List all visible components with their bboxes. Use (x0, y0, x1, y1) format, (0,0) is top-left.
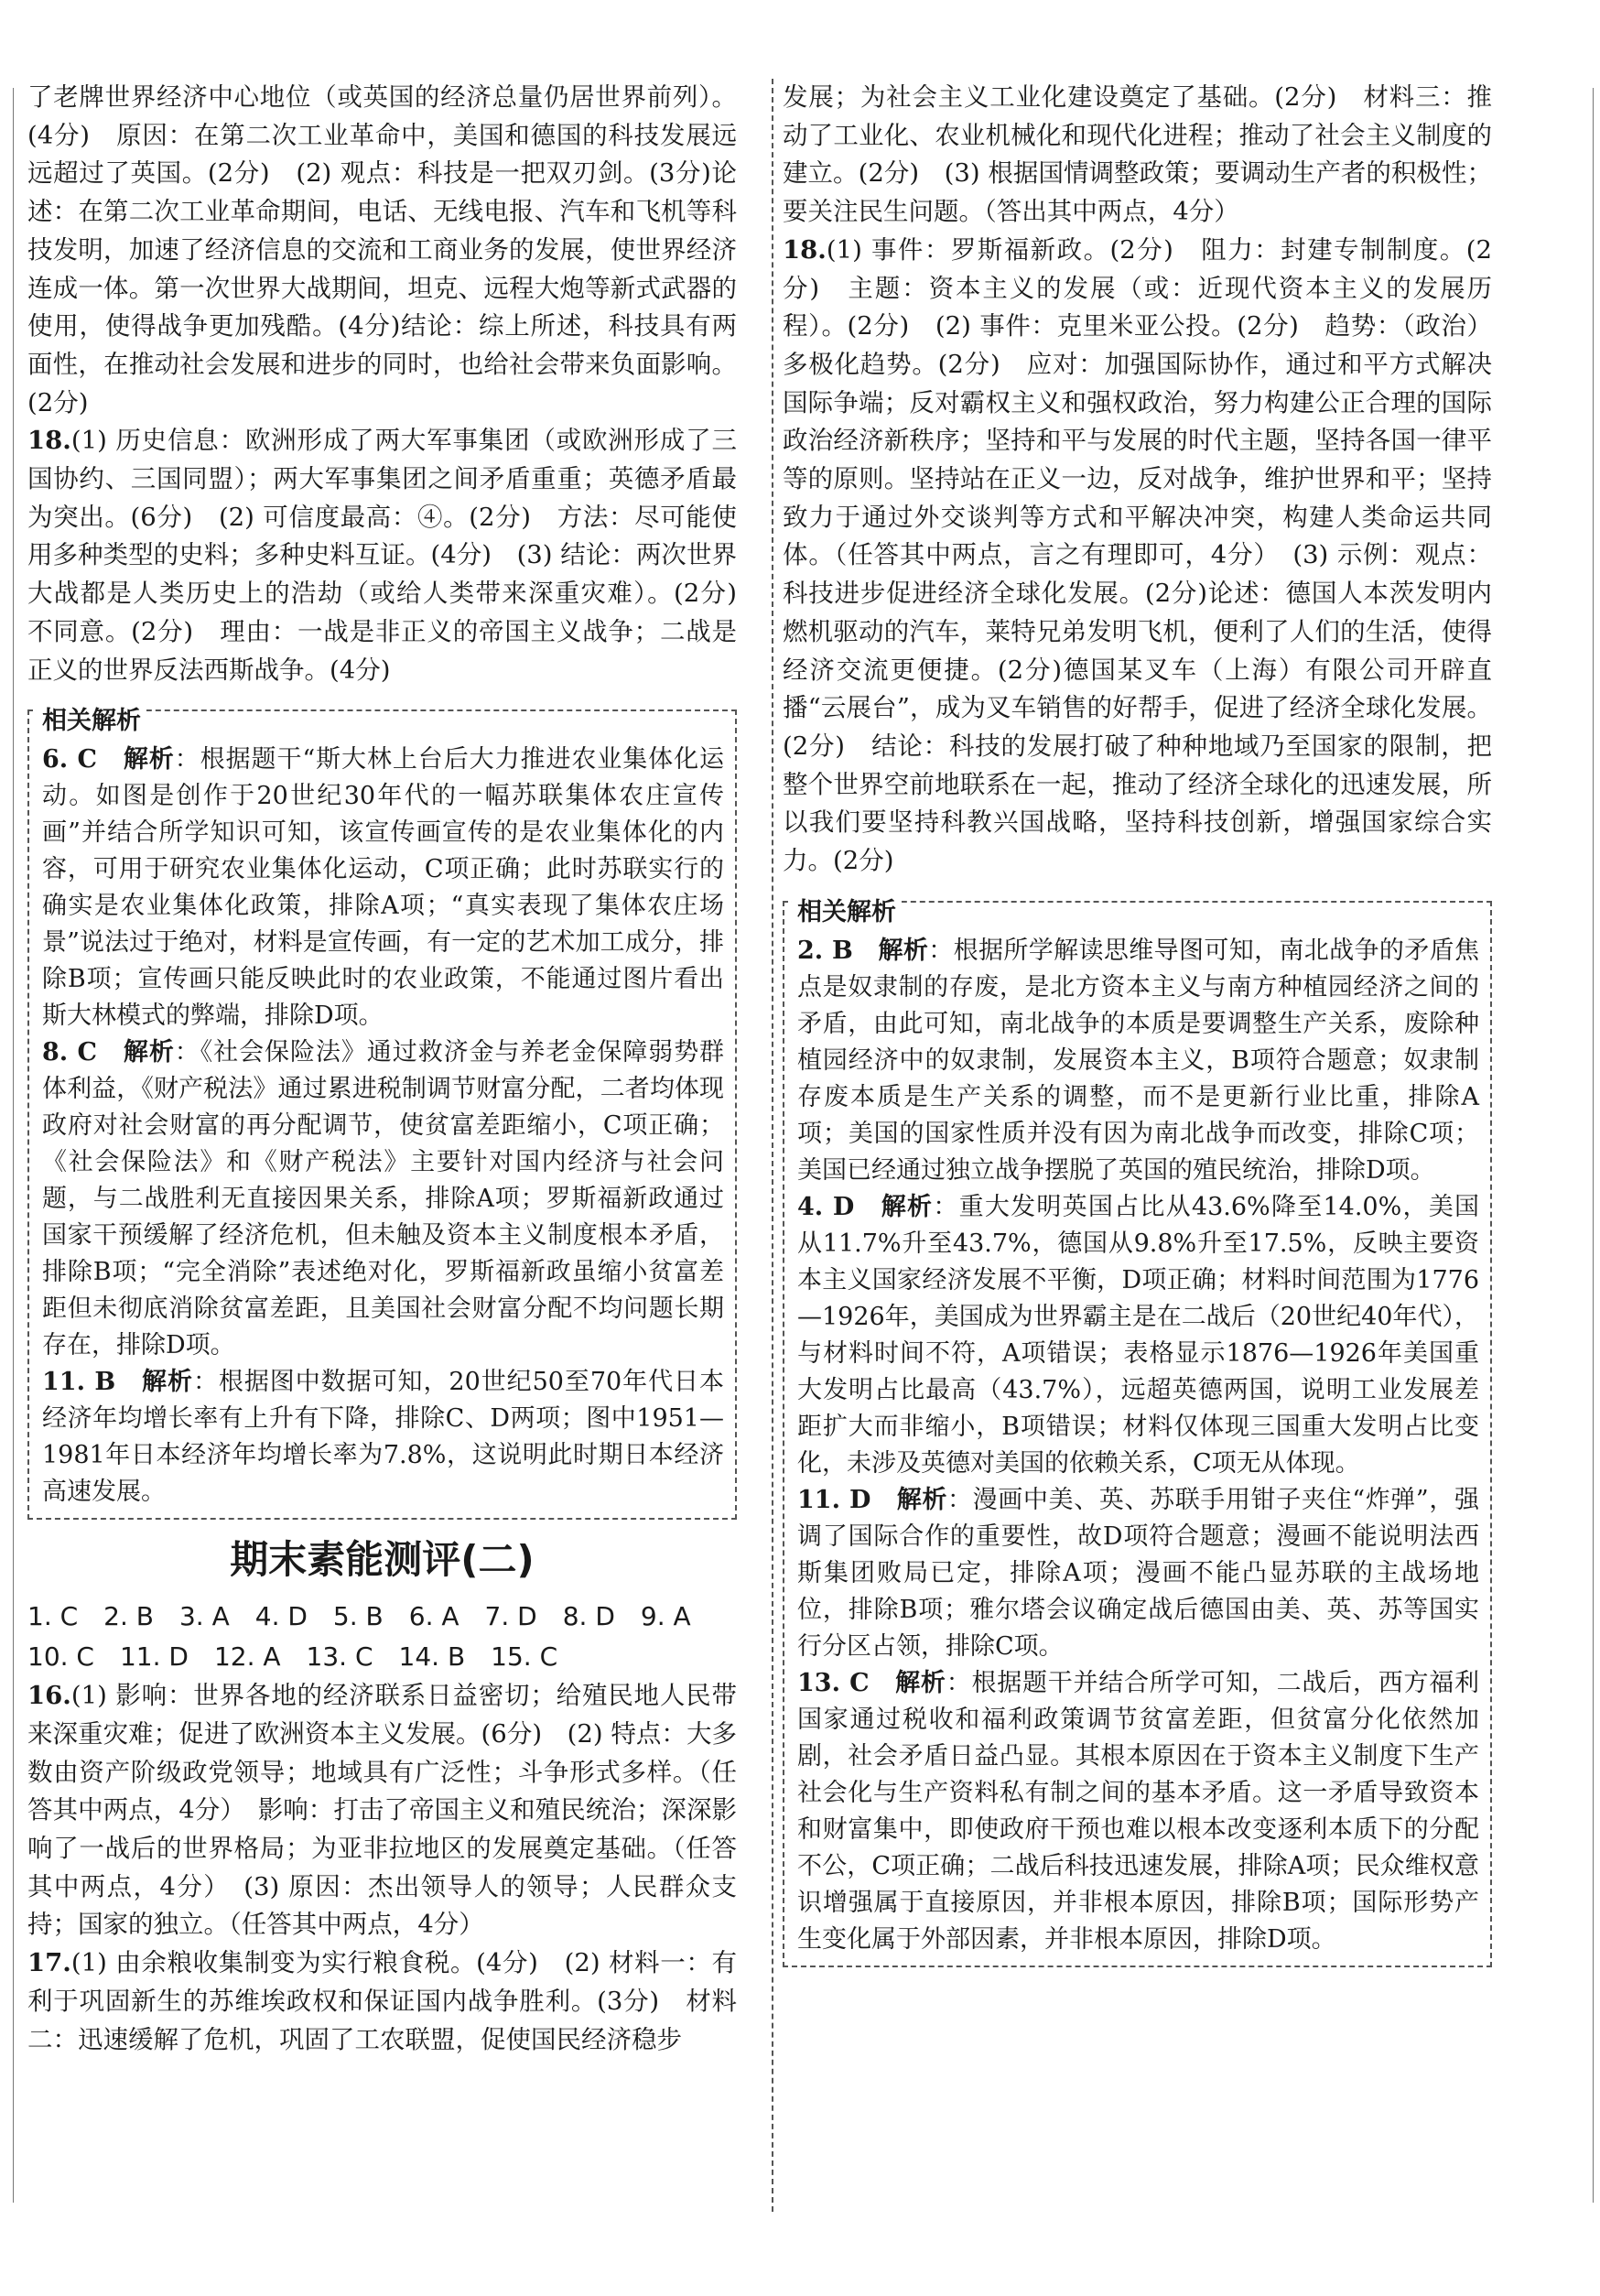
analysis-box-title: 相关解析 (37, 705, 146, 738)
answer-key-line-2: 10. C 11. D 12. A 13. C 14. B 15. C (27, 1641, 558, 1673)
right-question-18: 18.(1) 事件：罗斯福新政。(2分) 阻力：封建专制制度。(2分) 主题：资本主义的发展（或：近现代资本主义的发展历程）。(2分) (2) 事件：克里米亚公投。(2分) 趋势：（政治）多极化趋势。(2分) 应对：加强国际协作，通过和平方式解决国际争端；反对霸权主义和强权政治，努力构建公正合理的国际政治经济新秩序；坚持和平与发展的时代主题，坚持各国一律平等的原则。坚持站在正义一边，反对战争，维护世界和平；坚持致力于通过外交谈判等方式和平解决冲突，构建人类命运共同体。（任答其中两点，言之有理即可，4分） (3) 示例：观点：科技进步促进经济全球化发展。(2分)论述：德国人本茨发明内燃机驱动的汽车，莱特兄弟发明飞机，便利了人们的生活，使得经济交流更便捷。(2分)德国某叉车（上海）有限公司开辟直播“云展台”，成为叉车销售的好帮手，促进了经济全球化发展。(2分) 结论：科技的发展打破了种种地域乃至国家的限制，把整个世界空前地联系在一起，推动了经济全球化的迅速发展，所以我们要坚持科教兴国战略，坚持科技创新，增强国家综合实力。(2分) (783, 234, 1492, 876)
analysis-item-2: 2. B 解析：根据所学解读思维导图可知，南北战争的矛盾焦点是奴隶制的存废，是北方资本主义与南方种植园经济之间的矛盾，由此可知，南北战争的本质是要调整生产关系，废除种植园经济中的奴隶制，发展资本主义，B项符合题意；奴隶制存废本质是生产关系的调整，而不是更新行业比重，排除A项；美国的国家性质并没有因为南北战争而改变，排除C项；美国已经通过独立战争摆脱了英国的殖民统治，排除D项。 (797, 936, 1480, 1185)
left-question-16: 16.(1) 影响：世界各地的经济联系日益密切；给殖民地人民带来深重灾难；促进了欧洲资本主义发展。(6分) (2) 特点：大多数由资产阶级政党领导；地域具有广泛性；斗争形式多样。（任答其中两点，4分） 影响：打击了帝国主义和殖民统治；深深影响了一战后的世界格局；为亚非拉地区的发展奠定基础。（任答其中两点，4分） (3) 原因：杰出领导人的领导；人民群众支持；国家的独立。（任答其中两点，4分） (27, 1681, 737, 1940)
right-paragraph-1: 发展；为社会主义工业化建设奠定了基础。(2分) 材料三：推动了工业化、农业机械化和现代化进程；推动了社会主义制度的建立。(2分) (3) 根据国情调整政策；要调动生产者的积极性；要关注民生问题。（答出其中两点，4分） (783, 82, 1492, 227)
analysis-item-4: 4. D 解析：重大发明英国占比从43.6%降至14.0%，美国从11.7%升至43.7%，德国从9.8%升至17.5%，反映主要资本主义国家经济发展不平衡，D项正确；材料时间范围为1776—1926年，美国成为世界霸主是在二战后（20世纪40年代），与材料时间不符，A项错误；表格显示1876—1926年美国重大发明占比最高（43.7%），远超英德两国，说明工业发展差距扩大而非缩小，B项错误；材料仅体现三国重大发明占比变化，未涉及英德对美国的依赖关系，C项无从体现。 (797, 1192, 1480, 1478)
question-number: 18. (27, 426, 71, 456)
analysis-box-title: 相关解析 (792, 896, 902, 929)
left-paragraph-1: 了老牌世界经济中心地位（或英国的经济总量仍居世界前列）。(4分) 原因：在第二次工业革命中，美国和德国的科技发展远远超过了英国。(2分) (2) 观点：科技是一把双刃剑。(3分)论述：在第二次工业革命期间，电话、无线电报、汽车和飞机等科技发明，加速了经济信息的交流和工商业务的发展，使世界经济连成一体。第一次世界大战期间，坦克、远程大炮等新式武器的使用，使得战争更加残酷。(4分)结论：综上所述，科技具有两面性，在推动社会发展和进步的同时，也给社会带来负面影响。(2分) (27, 82, 737, 417)
right-column (783, 79, 1492, 1973)
analysis-item-13: 13. C 解析：根据题干并结合所学可知，二战后，西方福利国家通过税收和福利政策调节贫富差距，但贫富分化依然加剧，社会矛盾日益凸显。其根本原因在于资本主义制度下生产社会化与生产资料私有制之间的基本矛盾。这一矛盾导致资本和财富集中，即使政府干预也难以根本改变逐利本质下的分配不公，C项正确；二战后科技迅速发展，排除A项；民众维权意识增强属于直接原因，并非根本原因，排除B项；国际形势产生变化属于外部因素，并非根本原因，排除D项。 (797, 1668, 1480, 1954)
analysis-item-8: 8. C 解析：《社会保险法》通过救济金与养老金保障弱势群体利益，《财产税法》通过累进税制调节财富分配，二者均体现政府对社会财富的再分配调节，使贫富差距缩小，C项正确；《社会保险法》和《财产税法》主要针对国内经济与社会问题，与二战胜利无直接因果关系，排除A项；罗斯福新政通过国家干预缓解了经济危机，但未触及资本主义制度根本矛盾，排除B项；“完全消除”表述绝对化，罗斯福新政虽缩小贫富差距但未彻底消除贫富差距，且美国社会财富分配不均问题长期存在，排除D项。 (42, 1038, 725, 1360)
answer-key-line-1: 1. C 2. B 3. A 4. D 5. B 6. A 7. D 8. D 9. A (27, 1601, 691, 1632)
answer-key (27, 1597, 737, 1677)
analysis-item-11: 11. D 解析：漫画中美、英、苏联手用钳子夹住“炸弹”，强调了国际合作的重要性，故D项符合题意；漫画不能说明法西斯集团败局已定，排除A项；漫画不能凸显苏联的主战场地位，排除B项；雅尔塔会议确定战后德国由美、英、苏等国实行分区占领，排除C项。 (797, 1485, 1480, 1661)
section-title: 期末素能测评(二) (230, 1537, 535, 1583)
right-margin-rule (1593, 88, 1594, 2203)
column-divider (772, 79, 773, 2212)
analysis-box-right (783, 897, 1492, 1967)
analysis-item-11: 11. B 解析：根据图中数据可知，20世纪50至70年代日本经济年均增长率有上升有下降，排除C、D两项；图中1951—1981年日本经济年均增长率为7.8%，这说明此时期日本经济高速发展。 (42, 1368, 725, 1507)
left-column (27, 79, 762, 2059)
left-question-17: 17.(1) 由余粮收集制变为实行粮食税。(4分) (2) 材料一：有利于巩固新生的苏维埃政权和保证国内战争胜利。(3分) 材料二：迅速缓解了危机，巩固了工农联盟，促使国民经济稳步 (27, 1948, 737, 2054)
left-question-18: 18.(1) 历史信息：欧洲形成了两大军事集团（或欧洲形成了三国协约、三国同盟）；两大军事集团之间矛盾重重；英德矛盾最为突出。(6分) (2) 可信度最高：④。(2分) 方法：尽可能使用多种类型的史料；多种史料互证。(4分) (3) 结论：两次世界大战都是人类历史上的浩劫（或给人类带来深重灾难）。(2分) 不同意。(2分) 理由：一战是非正义的帝国主义战争；二战是正义的世界反法西斯战争。(4分) (27, 426, 762, 685)
left-margin-rule (13, 88, 14, 2203)
analysis-item-6: 6. C 解析：根据题干“斯大林上台后大力推进农业集体化运动。如图是创作于20世纪30年代的一幅苏联集体农庄宣传画”并结合所学知识可知，该宣传画宣传的是农业集体化的内容，可用于研究农业集体化运动，C项正确；此时苏联实行的确实是农业集体化政策，排除A项；“真实表现了集体农庄场景”说法过于绝对，材料是宣传画，有一定的艺术加工成分，排除B项；宣传画只能反映此时的农业政策，不能通过图片看出斯大林模式的弊端，排除D项。 (42, 745, 725, 1031)
analysis-box-left (27, 709, 737, 1520)
